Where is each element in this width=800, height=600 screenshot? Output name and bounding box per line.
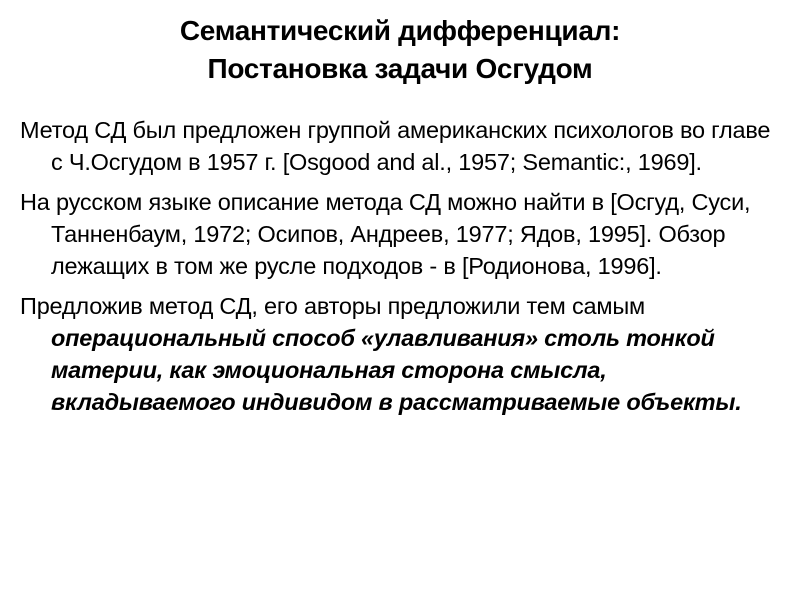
- paragraph-3-lead-text: Предложив метод СД, его авторы предложили тем самым: [20, 293, 645, 319]
- slide-body: [20, 114, 780, 426]
- slide-title-line-2: Постановка задачи Осгудом: [207, 53, 593, 84]
- paragraph-3-emphasis: операциональный способ «улавливания» столь тонкой материи, как эмоциональная сторона смысла, вкладываемого индивидом в рассматриваемые объекты.: [51, 325, 742, 415]
- paragraph-1: Метод СД был предложен группой американских психологов во главе с Ч.Осгудом в 1957 г. [Osgood and al., 1957; Semantic:, 1969].: [20, 117, 771, 175]
- paragraph-2: На русском языке описание метода СД можно найти в [Осгуд, Суси, Танненбаум, 1972; Осипов, Андреев, 1977; Ядов, 1995]. Обзор лежащих в том же русле подходов - в [Родионова, 1996].: [20, 189, 751, 279]
- slide-title-line-1: Семантический дифференциал:: [179, 15, 621, 46]
- slide-title: [20, 12, 780, 88]
- paragraph-3: [20, 290, 780, 418]
